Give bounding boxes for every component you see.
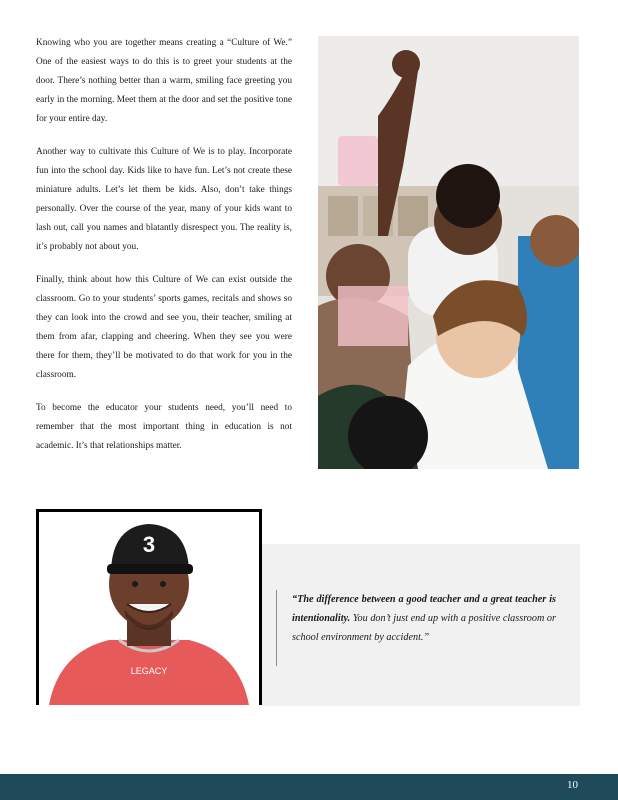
portrait-illustration bbox=[39, 512, 259, 705]
paragraph-culture-of-we: Knowing who you are together means creating a “Culture of We.” One of the easiest ways to do this is to greet your students at the door. There’s nothing better than a warm, smiling face greeting you early in the morning. Meet them at the door and set the positive tone for your entire day. bbox=[36, 38, 292, 124]
classroom-illustration bbox=[318, 36, 579, 469]
quote-divider bbox=[276, 590, 277, 666]
page-footer bbox=[0, 774, 618, 800]
paragraph-outside-classroom: Finally, think about how this Culture of We can exist outside the classroom. Go to your students’ sports games, recitals and shows so they can look into the crowd and see you, their teacher, smiling at them from afar, clapping and cheering. When they see you were there for them, they’ll be motivated to do that work for you in the classroom. bbox=[36, 275, 292, 380]
portrait-frame bbox=[36, 509, 262, 705]
pull-quote-panel bbox=[262, 544, 580, 706]
paragraph-relationships: To become the educator your students need, you’ll need to remember that the most important thing in education is not academic. It’s that relationships matter. bbox=[36, 403, 292, 451]
article-body bbox=[36, 34, 292, 470]
paragraph-play: Another way to cultivate this Culture of We is to play. Incorporate fun into the school day. Kids like to have fun. Let’s not create these miniature adults. Let’s let them be kids. Also, don’t take things personally. Over the course of the year, many of your kids want to lash out, call you names and blatantly disrespect you. The reality is, it’s probably not about you. bbox=[36, 147, 292, 252]
pull-quote-emphasis: “The difference between a good teacher and a great teacher is intentionality. bbox=[292, 594, 556, 624]
page-number: 10 bbox=[567, 779, 578, 791]
pull-quote-rest: You don’t just end up with a positive classroom or school environment by accident.” bbox=[292, 613, 556, 643]
svg-text:3: 3 bbox=[142, 532, 156, 557]
classroom-photo bbox=[318, 36, 579, 469]
pull-quote bbox=[292, 590, 556, 647]
svg-text:LEGACY: LEGACY bbox=[130, 666, 168, 676]
